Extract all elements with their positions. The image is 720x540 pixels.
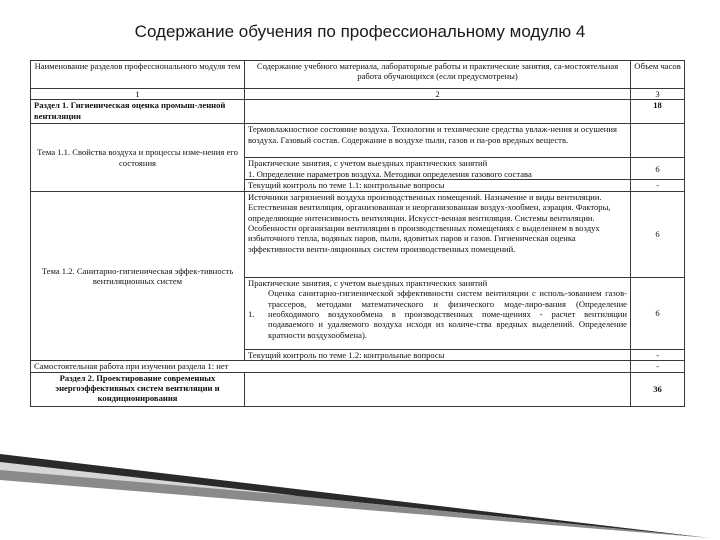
topic-1-2-control-hours: - [631,349,685,360]
section-2-row [31,372,685,406]
topic-1-2-theory: Источники загрязнений воздуха производственных помещений. Назначение и виды вентиляции. Естественная вентиляция, организованная и неорганизованная воздух-хообмен, аэрация. Факторы, определяющие интенсивность вентиляции. Искусст-венная вентиляция. Системы вентиляции. Особенности организации вентиляции в производственных помещениях с выделением в воздух избыточного тепла, водяных паров, пыли, ядовитых паров и газов. Гигиеническая оценка эффективности венти-ляционных систем производственных помещений. [245,191,631,277]
topic-1-1-practical-title: Практические занятия, с учетом выездных практических занятий [248,158,488,169]
header-content: Содержание учебного материала, лабораторные работы и практические занятия, са-мостоятельная работа обучающихся (если предусмотрены) [245,61,631,89]
topic-1-1-practical-hours: 6 [631,158,685,180]
self-study-label: Самостоятельная работа при изучении раздела 1: нет [31,361,631,372]
topic-1-2-practical-title: Практические занятия, с учетом выездных практических занятий [248,277,488,288]
header-number-hours: 3 [631,89,685,100]
topic-1-1-theory-hours [631,124,685,158]
topic-1-1-practical-item: 1. Определение параметров воздуха. Методики определения газового состава [248,168,532,179]
section-1-row [31,100,685,124]
header-number-name: 1 [31,89,245,100]
self-study-row [31,361,685,372]
section-2-hours: 36 [631,372,685,406]
section-1-empty [245,100,631,124]
topic-1-2-practical-item: Оценка санитарно-гигиенической эффективности систем вентиляции с исполь-зованием газов-трассеров, методами математического и физического моде-лиро-вания (Определение необходимого воздухообмена в производственных поме-щениях - расчет вентиляции подаваемого и удаляемого воздуха исходя из количе-ства вредных выделений. Определение кратности воздухообмена). [268,288,627,340]
header-number-content: 2 [245,89,631,100]
topic-1-1-practical [245,158,631,180]
topic-1-2-control: Текущий контроль по теме 1.2: контрольные вопросы [245,349,631,360]
header-hours: Объем часов [631,61,685,89]
section-2-empty [245,372,631,406]
topic-1-2-practical [245,277,631,349]
topic-1-1-name: Тема 1.1. Свойства воздуха и процессы изме-нения его состояния [31,124,245,191]
topic-1-2-practical-hours: 6 [631,277,685,349]
section-2-name: Раздел 2. Проектирование современных энергоэффективных систем вентиляции и кондиционирования [31,372,245,406]
self-study-hours: - [631,361,685,372]
topic-1-1-control-hours: - [631,180,685,191]
topic-1-2-theory-row [31,191,685,277]
slide-title: Содержание обучения по профессиональному модулю 4 [134,22,586,41]
table-header-row [31,61,685,89]
topic-1-1-control: Текущий контроль по теме 1.1: контрольные вопросы [245,180,631,191]
section-1-hours: 18 [631,100,685,124]
topic-1-2-practical-number: 1. [248,309,255,320]
table-header-numbers-row [31,89,685,100]
topic-1-1-theory-row [31,124,685,158]
decorative-wedge-graphic [0,440,720,540]
topic-1-2-practical-item-wrap [248,288,627,340]
topic-1-1-theory: Термовлажностное состояние воздуха. Технологии и технические средства увлаж-нения и осушения воздуха. Газовый состав. Содержание в воздухе пыли, газов и па-ров вредных веществ. [245,124,631,158]
header-name: Наименование разделов профессионального модуля тем [31,61,245,89]
module-content-table [30,60,685,407]
wedge-dark-shape [0,454,710,538]
topic-1-2-name: Тема 1.2. Санитарно-гигиеническая эффек-тивность вентиляционных систем [31,191,245,360]
topic-1-2-theory-hours: 6 [631,191,685,277]
section-1-name: Раздел 1. Гигиеническая оценка промыш-ленной вентиляции [31,100,245,124]
